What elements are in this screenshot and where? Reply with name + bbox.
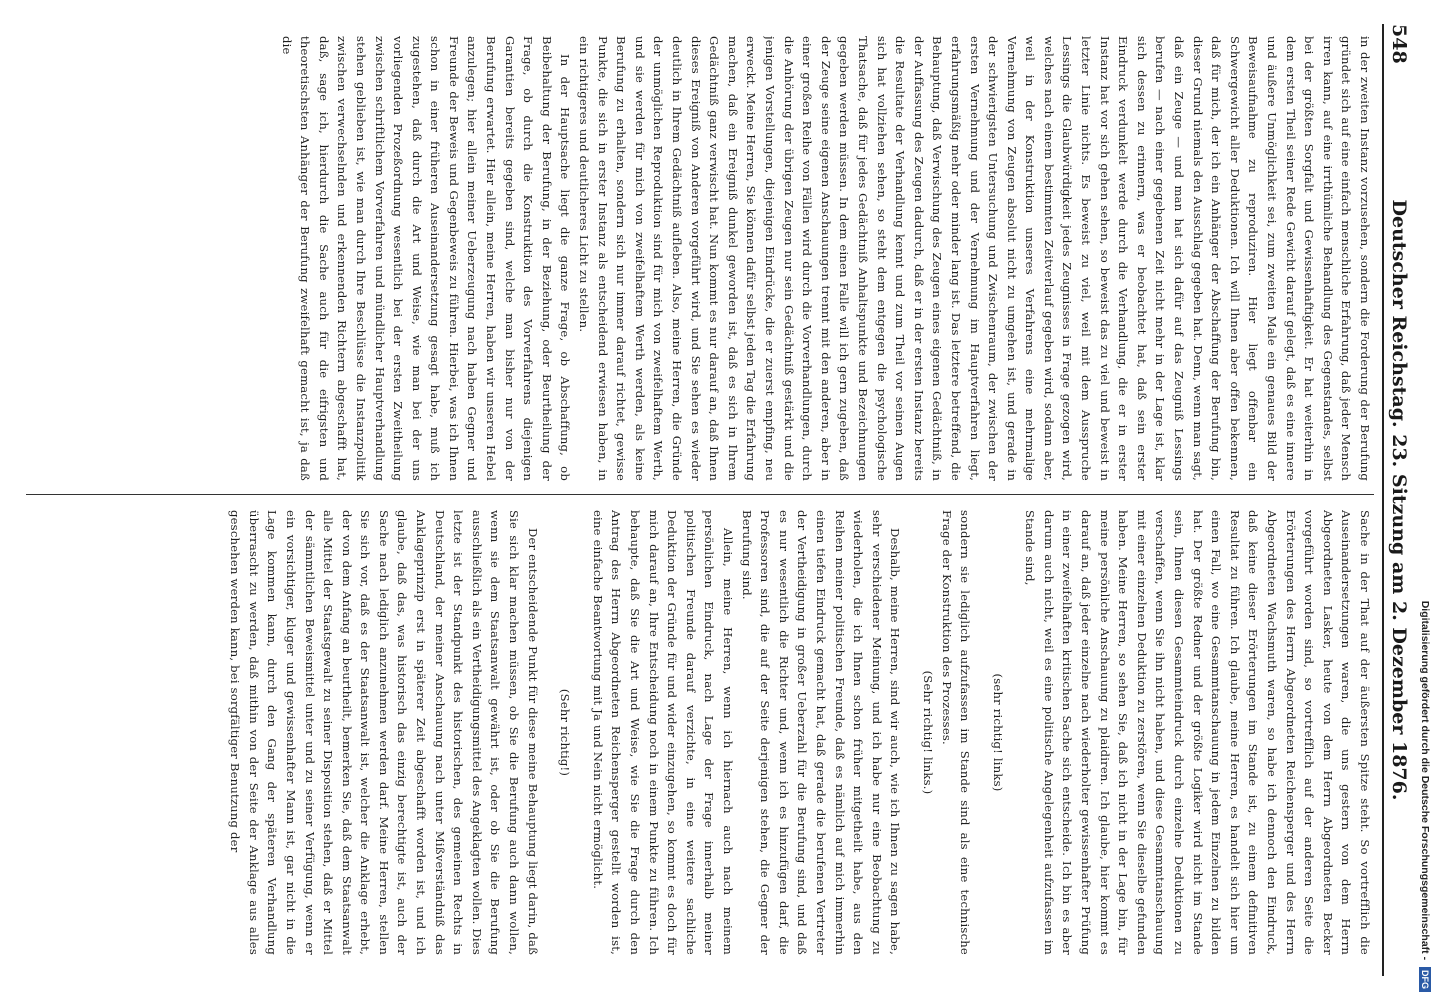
page-number: 548 xyxy=(1388,24,1410,64)
interjection: (Sehr richtig! links.) xyxy=(920,670,935,795)
digitization-stamp xyxy=(1418,8,1432,992)
paragraph: Sache in der That auf der äußersten Spitze steht. So vortrefflich die Auseinandersetzungen waren, die uns gestern von dem Herrn Abgeordneten Lasker, heute von dem Herrn Abgeordneten Becker vorgeführt worden sind, so vortrefflich auf der anderen Seite die Erörterungen des Herrn Abgeordneten Reichensperger und des Herrn Abgeordneten Wachsmuth waren, so habe ich dennoch den Eindruck, daß keine dieser Erörterungen im Stande ist, zu einem definitiven Resultat zu führen. Ich glaube, meine Herren, es handelt sich hier um einen Fall, wo eine Gesammtanschauung in jedem Einzelnen zu bilden hat. Der größte Redner und der größte Logiker wird nicht im Stande sein, Ihnen diesen Gesammteindruck durch einzelne Deduktionen zu verschaffen, wenn Sie ihn nicht haben, und diese Gesammtanschauung mit einer einzelnen Deduktion zu zerstören, wenn Sie dieselbe gefunden haben. Meine Herren, so sehen Sie, daß ich nicht in der Lage bin, für meine persönliche Anschauung zu plaidiren. Ich glaube, hier kommt es darauf an, daß jeder einzelne nach wiederholter gewissenhafter Prüfung in einer zweifelhaften kritischen Sache sich entscheide. Ich bin es aber darum auch nicht, weil es eine politische Angelegenheit aufzufassen im Stande sind, xyxy=(1023,510,1372,955)
running-title: Deutscher Reichstag. 23. Sitzung am 2. Dezember 1876. xyxy=(1388,199,1410,801)
paragraph: Deshalb, meine Herren, sind wir auch, wie ich Ihnen zu sagen habe, sehr verschiedener Meinung, und ich habe nur eine Beobachtung zu wiederholen, die ich Ihnen schon früher mitgetheilt habe, aus den Reihen meiner politischen Freunde, daß es nämlich auf mich immerhin einen tiefen Eindruck gemacht hat, daß gerade die berufenen Vertreter der Vertheidigung in großer Ueberzahl für die Berufung sind, und daß es nur wesentlich die Richter und, wenn ich es hinzufügen darf, die Professoren sind, die auf der Seite derjenigen stehen, die Gegner der Berufung sind. xyxy=(739,510,903,955)
column-divider xyxy=(26,494,1374,495)
paragraph: Allein, meine Herren, wenn ich hiernach auch nach meinem persönlichen Eindruck, nach Lage der Frage innerhalb meiner politischen Freunde darauf verzichte, in eine weitere sachliche Deduktion der Gründe für und wider einzugehen, so kommt es doch für mich darauf an, Ihre Entscheidung noch in einem Punkte zu führen. Ich behaupte, daß Sie die Art und Weise, wie Sie die Frage durch den Antrag des Herrn Abgeordneten Reichensperger gestellt worden ist, eine einfache Beantwortung mit Ja und Nein nicht ermöglicht. xyxy=(590,510,735,955)
interjection: (sehr richtig! links) xyxy=(990,673,1005,792)
right-column xyxy=(30,510,1374,955)
left-column xyxy=(30,36,1374,481)
paragraph: sondern sie lediglich aufzufassen im Stande sind als eine technische Frage der Konstruktion des Prozesses. xyxy=(939,510,973,955)
stamp-text: Digitalisierung gefördert durch die Deutsche Forschungsgemeinschaft - xyxy=(1419,600,1431,961)
paragraph: in der zweiten Instanz vorzusehen, sondern die Forderung der Berufung gründet sich auf eine einfach menschliche Erfahrung, daß jeder Mensch irren kann, auf eine irrthümliche Behandlung des Gegenstandes, selbst bei der größten Sorgfalt und Gewissenhaftigkeit. Er hat weiterhin in dem ersten Theil seiner Rede Gewicht darauf gelegt, daß es eine innere und äußere Unmöglichkeit sei, zum zweiten Male ein genaues Bild der Beweisaufnahme zu reproduziren. Hier liegt offenbar ein Schwergewicht aller Deduktionen. Ich will Ihnen aber offen bekennen, daß für mich, der ich ein Anhänger der Abschaffung der Berufung bin, dieser Grund niemals den Ausschlag gegeben hat. Denn, wenn man sagt, daß ein Zeuge — und man hat sich dafür auf das Zeugniß Lessings berufen — nach einer gegebenen Zeit nicht mehr in der Lage ist, klar sich dessen zu erinnern, was er beobachtet hat, daß sein erster Eindruck verdunkelt werde durch die Verhandlung, die er in erster Instanz hat vor sich gehen sehen, so beweist das zu viel und beweist in letzter Linie nichts. Es beweist zu viel, weil mit dem Ausspruche Lessings die Glaubwürdigkeit jedes Zeugnisses in Frage gezogen wird, welches nach einem bestimmten Zeitverlauf gegeben wird, sodann aber, weil in der Konstruktion unseres Verfahrens eine mehrmalige Vernehmung von Zeugen absolut nicht zu umgehen ist, und gerade in der schwierigsten Untersuchung und Zwischenraum, der zwischen der ersten Vernehmung und der Vernehmung im Hauptverfahren liegt, erfahrungsmäßig mehr oder minder lang ist. Das letztere betreffend, die Behauptung, daß Verwischung des Zeugen eines eigenen Gedächtniß, in der Auffassung des Zeugen dadurch, daß er in der ersten Instanz bereits die Resultate der Verhandlung kennt und zum Theil vor seinen Augen sich hat vollziehen sehen, so steht dem entgegen die psychologische Thatsache, daß für jedes Gedächtniß Anhaltspunkte und Bezeichnungen gegeben werden müssen. In dem einen Falle will ich gern zugeben, daß der Zeuge seine eigenen Anschauungen trennt mit den anderen, aber in einer großen Reihe von Fällen wird durch die Vorverhandlungen, durch die Anhörung der übrigen Zeugen nur sein Gedächtniß gestärkt und die jenigen Vorstellungen, diejenigen Eindrücke, die er zuerst empfing, neu erweckt. Meine Herren, Sie können dafür selbst jeden Tag die Erfahrung machen, daß ein Ereigniß dunkel geworden ist, daß es sich in Ihrem Gedächtniß ganz verwischt hat. Nun kommt es nur darauf an, daß Ihnen dieses Ereigniß von Anderen vorgeführt wird, und Sie sehen es wieder deutlich in Ihrem Gedächtniß aufleben. Also, meine Herren, die Gründe der unmöglichen Reproduktion sind für mich von zweifelhaftem Werth, und sie werden für mich von zweifelhaftem Werth werden, als keine Berufung zu erhalten, sondern sich nur immer darauf richtet, gewisse Punkte, die sich in erster Instanz als entscheidend erwiesen haben, in ein richtigeres und deutlicheres Licht zu stellen. xyxy=(577,36,1372,481)
paragraph: Der entscheidende Punkt für diese meine Behauptung liegt darin, daß Sie sich klar machen müssen, ob Sie die Berufung auch dann wollen, wenn sie dem Staatsanwalt gewährt ist, oder ob Sie die Berufung ausschließlich als ein Vertheidigungsmittel des Angeklagten wollen. Dies letzte ist der Standpunkt des historischen, des gemeinen Rechts in Deutschland, der meiner Anschauung nach unter Mißverständniß das Anklageprinzip erst in späterer Zeit abgeschafft worden ist, und ich glaube, daß das, was historisch das einzig berechtigte ist, auch der Sache nach lediglich anzunehmen werden darf. Meine Herren, stellen Sie sich vor, daß es der Staatsanwalt ist, welcher die Anklage erhebt, der von dem Anfang an beurtheilt, bemerken Sie, daß dem Staatsanwalt alle Mittel der Staatsgewalt zu seiner Disposition stehen, daß er Mittel der sämmtlichen Beweismittel unter und zu seiner Verfügung, wenn er ein vorsichtiger, kluger und gewissenhafter Mann ist, gar nicht in die Lage kommen kann, durch den Gang der späteren Verhandlung überrascht zu werden, daß mithin von der Seite der Anklage aus alles geschehen werden kann, bei sorgfältiger Benutzung der xyxy=(228,510,540,955)
dfg-logo: DFG xyxy=(1419,967,1431,992)
interjection: (Sehr richtig!) xyxy=(558,688,573,777)
paragraph: In der Hauptsache liegt die ganze Frage, ob Abschaffung, ob Beibehaltung der Berufung, in der Beziehung, oder Beurtheilung der Frage, ob durch die Konstruktion des Vorverfahrens diejenigen Garantien bereits gegeben sind, welche man bisher nur von der Berufung erwartet. Hier allein, meine Herren, haben wir unseren Hebel anzulegen; hier allein meiner Ueberzeugung nach haben Gegner und Freunde der Beweis und Gegenbeweis zu führen. Hierbei, was ich Ihnen schon in einer früheren Auseinandersetzung gesagt habe, muß ich zugestehen, daß durch die Art und Weise, wie man bei der uns vorliegenden Prozeßordnung wesentlich bei der ersten Zweitheilung zwischen schriftlichem Vorverfahren und mündlicher Hauptverhandlung stehen geblieben ist, wie man durch Ihre Beschlüsse die Instanzpolitik zwischen verwechselnden und erkennenden Richtern abgeschafft hat, daß, sage ich, hierdurch die Sache auch für die eifrigsten und theoretischsten Anhänger der Berufung zweifelhaft gemacht ist, ja daß die xyxy=(279,36,573,481)
page-header xyxy=(1382,24,1410,976)
